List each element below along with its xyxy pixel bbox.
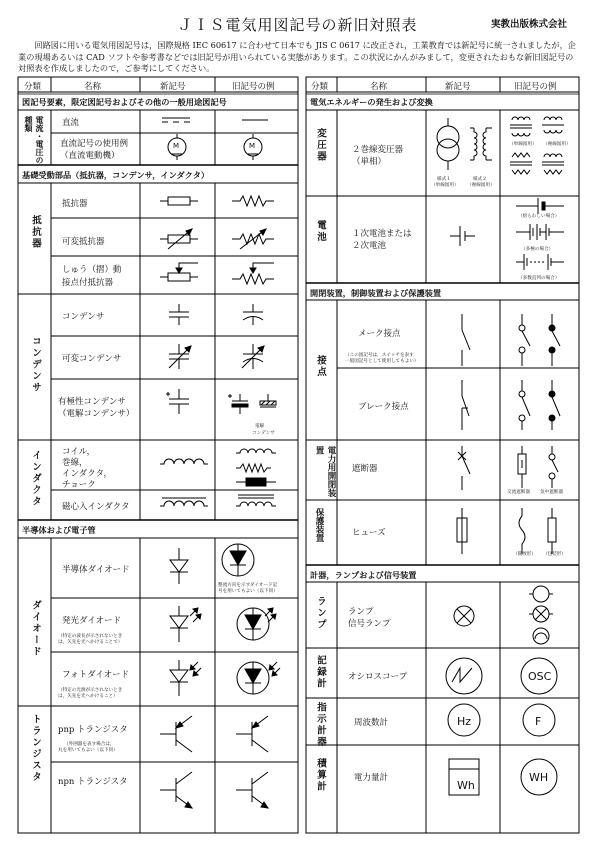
- breaker-symbols: [426, 440, 579, 500]
- osc-label: OSC: [528, 670, 552, 683]
- header-name: 名称: [370, 82, 388, 92]
- transistor-symbols: [140, 706, 298, 833]
- section-title: 電気エネルギーの発生および変換: [310, 97, 433, 107]
- wh-old-label: WH: [529, 771, 549, 784]
- category-label: 電力用開閉装置: [314, 446, 336, 497]
- header-category: 分類: [24, 82, 42, 92]
- resistor-symbols: [140, 183, 298, 294]
- row-name: 可変コンデンサ: [62, 354, 122, 364]
- note: 電解: [255, 424, 265, 429]
- note: （複線図用）: [543, 142, 571, 147]
- row-name: 直流: [62, 118, 80, 128]
- category-label: 指示計器: [315, 702, 326, 748]
- contact-symbols: [426, 300, 579, 440]
- note: 一般図記号として使用してもよい）: [345, 359, 419, 364]
- category-label: ダイオード: [30, 600, 41, 658]
- section-title: 計器，ランプおよび信号装置: [310, 570, 417, 580]
- section-title: 基礎受動部品（抵抗器，コンデンサ，インダクタ）: [22, 170, 210, 180]
- f-label: F: [535, 715, 542, 728]
- row-name: （単相）: [352, 157, 387, 167]
- row-name: npn トランジスタ: [58, 777, 128, 787]
- note: は，矢先を光へかけることで）: [58, 640, 123, 645]
- header-new: 新記号: [160, 82, 186, 92]
- row-name: pnp トランジスタ: [58, 725, 128, 735]
- intro-paragraph: 回路図に用いる電気用図記号は，国際規格 IEC 60617 に合わせて日本でも JIS C 0617 に改正され，工業教育では新記号に統一されましたが，企業の現場あるいは CAD ソフトや参考書などでは旧記号が用いられている実態があります。この状況にかんがみまして，変更されたおもな新旧図記号の対照表を作成しましたので，ご参考にしてください。: [18, 40, 576, 73]
- wh-label: Wh: [457, 779, 475, 792]
- section-title: 図記号要素，限定図記号およびその他の一般用途図記号: [22, 97, 227, 107]
- note: （外囲器を表す場合は，: [64, 742, 115, 747]
- note: （複線図用）: [467, 183, 495, 188]
- category-label: 保護装置: [314, 508, 324, 542]
- motor-letter: M: [249, 142, 256, 150]
- battery-symbols: [426, 196, 579, 283]
- row-name: 巻線，: [62, 458, 88, 468]
- header-old: 旧記号の例: [514, 82, 557, 92]
- note: （この図記号は，スイッチを表す: [345, 353, 414, 358]
- row-name: 遮断器: [352, 464, 378, 474]
- note: （単線図用）: [509, 142, 537, 147]
- note: 丸を用いてもよい（以下同）: [58, 748, 118, 753]
- diode-symbols: [140, 538, 298, 706]
- row-name: メーク接点: [358, 329, 401, 339]
- row-name: 半導体ダイオード: [62, 565, 130, 575]
- header-new: 新記号: [445, 82, 471, 92]
- row-name: 信号ランプ: [348, 619, 391, 629]
- row-name: フォトダイオード: [62, 670, 130, 680]
- row-name: チョーク: [62, 480, 96, 490]
- note: （特定の波長が示されないとき: [58, 634, 123, 639]
- note: （単線図用）: [431, 183, 459, 188]
- category-label: 変圧器: [315, 128, 326, 163]
- header-old: 旧記号の例: [232, 82, 275, 92]
- category-label: インダクタ: [30, 450, 41, 508]
- category-label: 抵抗器: [30, 215, 41, 250]
- row-name: コンデンサ: [62, 312, 105, 322]
- row-name: （電解コンデンサ）: [58, 409, 135, 419]
- category-label: トランジスタ: [30, 714, 41, 783]
- row-name: コイル，: [62, 447, 96, 457]
- row-name: 直流記号の使用例: [60, 139, 129, 149]
- note: は，矢先を光へかけること）: [58, 694, 118, 699]
- note: （多数直列の場合）: [518, 276, 560, 281]
- section-title: 半導体および電子管: [22, 525, 96, 535]
- row-name: ヒューズ: [352, 528, 386, 538]
- note: （特定の光源が示されないとき: [58, 688, 123, 693]
- category-label: 積算計: [315, 758, 326, 793]
- row-name: 磁心入インダクタ: [62, 502, 130, 512]
- meter-symbols: [426, 582, 579, 833]
- note: 交流遮断器: [507, 490, 530, 495]
- motor-letter: M: [173, 142, 180, 150]
- row-name: 接点付抵抗器: [62, 278, 114, 288]
- row-name: 電力量計: [354, 773, 389, 783]
- note: コンデンサ: [252, 431, 275, 436]
- row-name: ２次電池: [352, 241, 387, 251]
- row-name: （直流電動機）: [60, 151, 120, 161]
- row-name: ブレーク接点: [358, 402, 409, 412]
- row-name: 周波数計: [354, 718, 389, 728]
- note: （多極の場合）: [521, 247, 554, 252]
- row-name: １次電池または: [352, 229, 412, 239]
- note: （包装形）: [543, 552, 566, 557]
- note: 号を用いてもよい（以下同）: [218, 589, 278, 594]
- category-label: 電流・電圧の種類: [24, 116, 44, 164]
- page-title: ＪＩＳ電気用図記号の新旧対照表: [177, 16, 418, 34]
- header-name: 名称: [84, 82, 102, 92]
- capacitor-symbols: [140, 294, 298, 440]
- note: （紛らわしい場合）: [518, 214, 560, 219]
- category-label: 記録計: [315, 655, 326, 690]
- row-name: 発光ダイオード: [62, 616, 122, 626]
- hz-label: Hz: [457, 715, 472, 728]
- row-name: 可変抵抗器: [62, 237, 105, 247]
- category-label: コンデンサ: [30, 336, 41, 394]
- note: 気中遮断器: [540, 490, 563, 495]
- row-name: しゅう（摺）動: [62, 265, 122, 275]
- note: 様式２: [473, 177, 487, 182]
- transformer-symbols: [426, 110, 579, 196]
- fuse-symbols: [426, 500, 579, 565]
- dc-symbols: [140, 110, 298, 165]
- row-name: オシロスコープ: [348, 672, 408, 682]
- category-label: ランプ: [315, 596, 326, 631]
- row-name: 抵抗器: [62, 199, 88, 209]
- row-name: ２巻線変圧器: [352, 145, 404, 155]
- header-category: 分類: [311, 82, 329, 92]
- row-name: 有極性コンデンサ: [58, 397, 126, 407]
- note: 整流方向を示すダイオード記: [218, 583, 278, 588]
- category-label: 電池: [315, 220, 326, 243]
- section-title: 開閉装置，制御装置および保護装置: [310, 288, 442, 298]
- row-name: インダクタ，: [62, 469, 112, 479]
- row-name: ランプ: [348, 607, 374, 617]
- publisher-name: 実教出版株式会社: [490, 19, 567, 30]
- category-label: 接点: [315, 355, 326, 378]
- inductor-symbols: [140, 440, 298, 520]
- note: 様式１: [437, 177, 451, 182]
- note: （開放形）: [513, 552, 536, 557]
